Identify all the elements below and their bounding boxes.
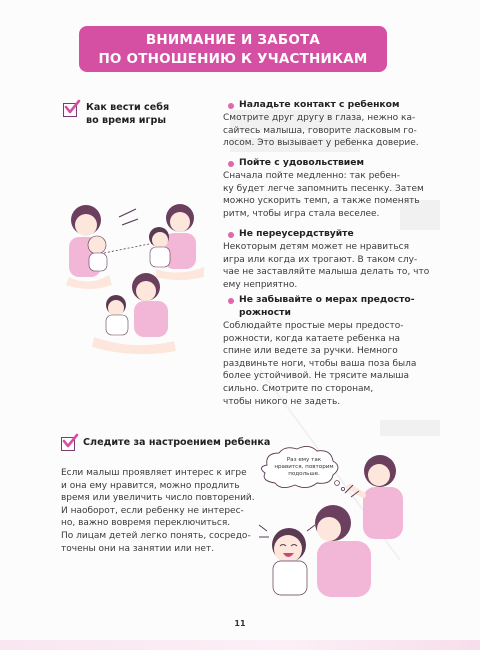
text-line: Соблюдайте простые меры предосто- [223, 321, 404, 331]
bullet-title-line-1: Не забывайте о мерах предосто- [239, 294, 415, 305]
text-line: но, важно вовремя переключиться. [61, 518, 231, 529]
text-line: сильно. Смотрите по сторонам, [223, 383, 374, 394]
checkbox-icon [63, 103, 77, 117]
text-line: Если малыш проявляет интерес к игре [61, 468, 247, 478]
checkbox-icon [61, 437, 75, 451]
bullet-title [239, 294, 415, 319]
text-line: точены они на занятии или нет. [61, 543, 215, 554]
section-body-mood [61, 467, 255, 555]
bullet-title: Не переусердствуйте [239, 228, 354, 239]
text-line: можно ускорить темп, а также поменять [223, 196, 420, 207]
header-line-1: ВНИМАНИЕ И ЗАБОТА [145, 32, 321, 48]
bullet-body [223, 170, 424, 220]
bullet-body [223, 320, 416, 408]
bubble-line: нравится, повторим [274, 464, 334, 470]
illustration-parents-playing-with-babies [64, 195, 214, 360]
text-line: ему неприятно. [223, 279, 298, 290]
bullet-title: Наладьте контакт с ребенком [239, 99, 400, 110]
text-line: рожности, когда катаете ребенка на [223, 333, 401, 344]
text-line: спине или ведете за ручки. Немного [223, 346, 398, 357]
text-line: Некоторым детям может не нравиться [223, 242, 410, 252]
bullet-body [223, 112, 419, 150]
text-line: более устойчивой. Не трясите малыша [223, 371, 410, 382]
section-heading-line-2: во время игры [86, 115, 167, 126]
bubble-line: Раз ему так [286, 457, 322, 463]
section-heading-line-1: Как вести себя [86, 102, 170, 113]
bullet-dot-icon [228, 103, 234, 109]
text-line: и она ему нравится, можно продлить [61, 480, 240, 491]
bullet-dot-icon [228, 161, 234, 167]
text-line: чтобы никого не задеть. [223, 396, 341, 407]
bullet-title: Пойте с удовольствием [239, 157, 364, 168]
page-bottom-edge [0, 640, 480, 650]
text-line: время или увеличить число повторений. [61, 493, 255, 504]
text-line: По лицам детей легко понять, сосредо- [61, 530, 251, 541]
bullet-dot-icon [228, 232, 234, 238]
bullet-body [223, 241, 429, 291]
text-line: лосом. Это вызывает у ребенка доверие. [223, 138, 419, 149]
page-header-banner [79, 26, 387, 72]
text-line: раздвиньте ноги, чтобы ваша поза была [223, 358, 417, 369]
bullet-title-line-2: рожности [239, 306, 291, 318]
text-line: Смотрите друг другу в глаза, нежно ка- [223, 113, 416, 123]
section-heading-mood: Следите за настроением ребенка [83, 437, 271, 448]
text-line: сайтесь малыша, говорите ласковым го- [223, 125, 417, 136]
text-line: игра или когда их трогают. В таком слу- [223, 254, 418, 265]
text-line: ритм, чтобы игра стала веселее. [223, 208, 380, 219]
header-line-2: ПО ОТНОШЕНИЮ К УЧАСТНИКАМ [98, 51, 368, 67]
text-line: чае не заставляйте малыша делать то, что [223, 267, 430, 278]
bullet-dot-icon [228, 298, 234, 304]
section-heading-behavior [86, 101, 169, 127]
text-line: И наоборот, если ребенку не интерес- [61, 505, 244, 516]
text-line: ку будет легче запомнить песенку. Затем [223, 183, 424, 194]
page-number: 11 [234, 619, 246, 628]
bubble-line: подольше. [288, 471, 320, 477]
speech-bubble-text [272, 457, 336, 478]
text-line: Сначала пойте медленно: так ребен- [223, 171, 401, 181]
